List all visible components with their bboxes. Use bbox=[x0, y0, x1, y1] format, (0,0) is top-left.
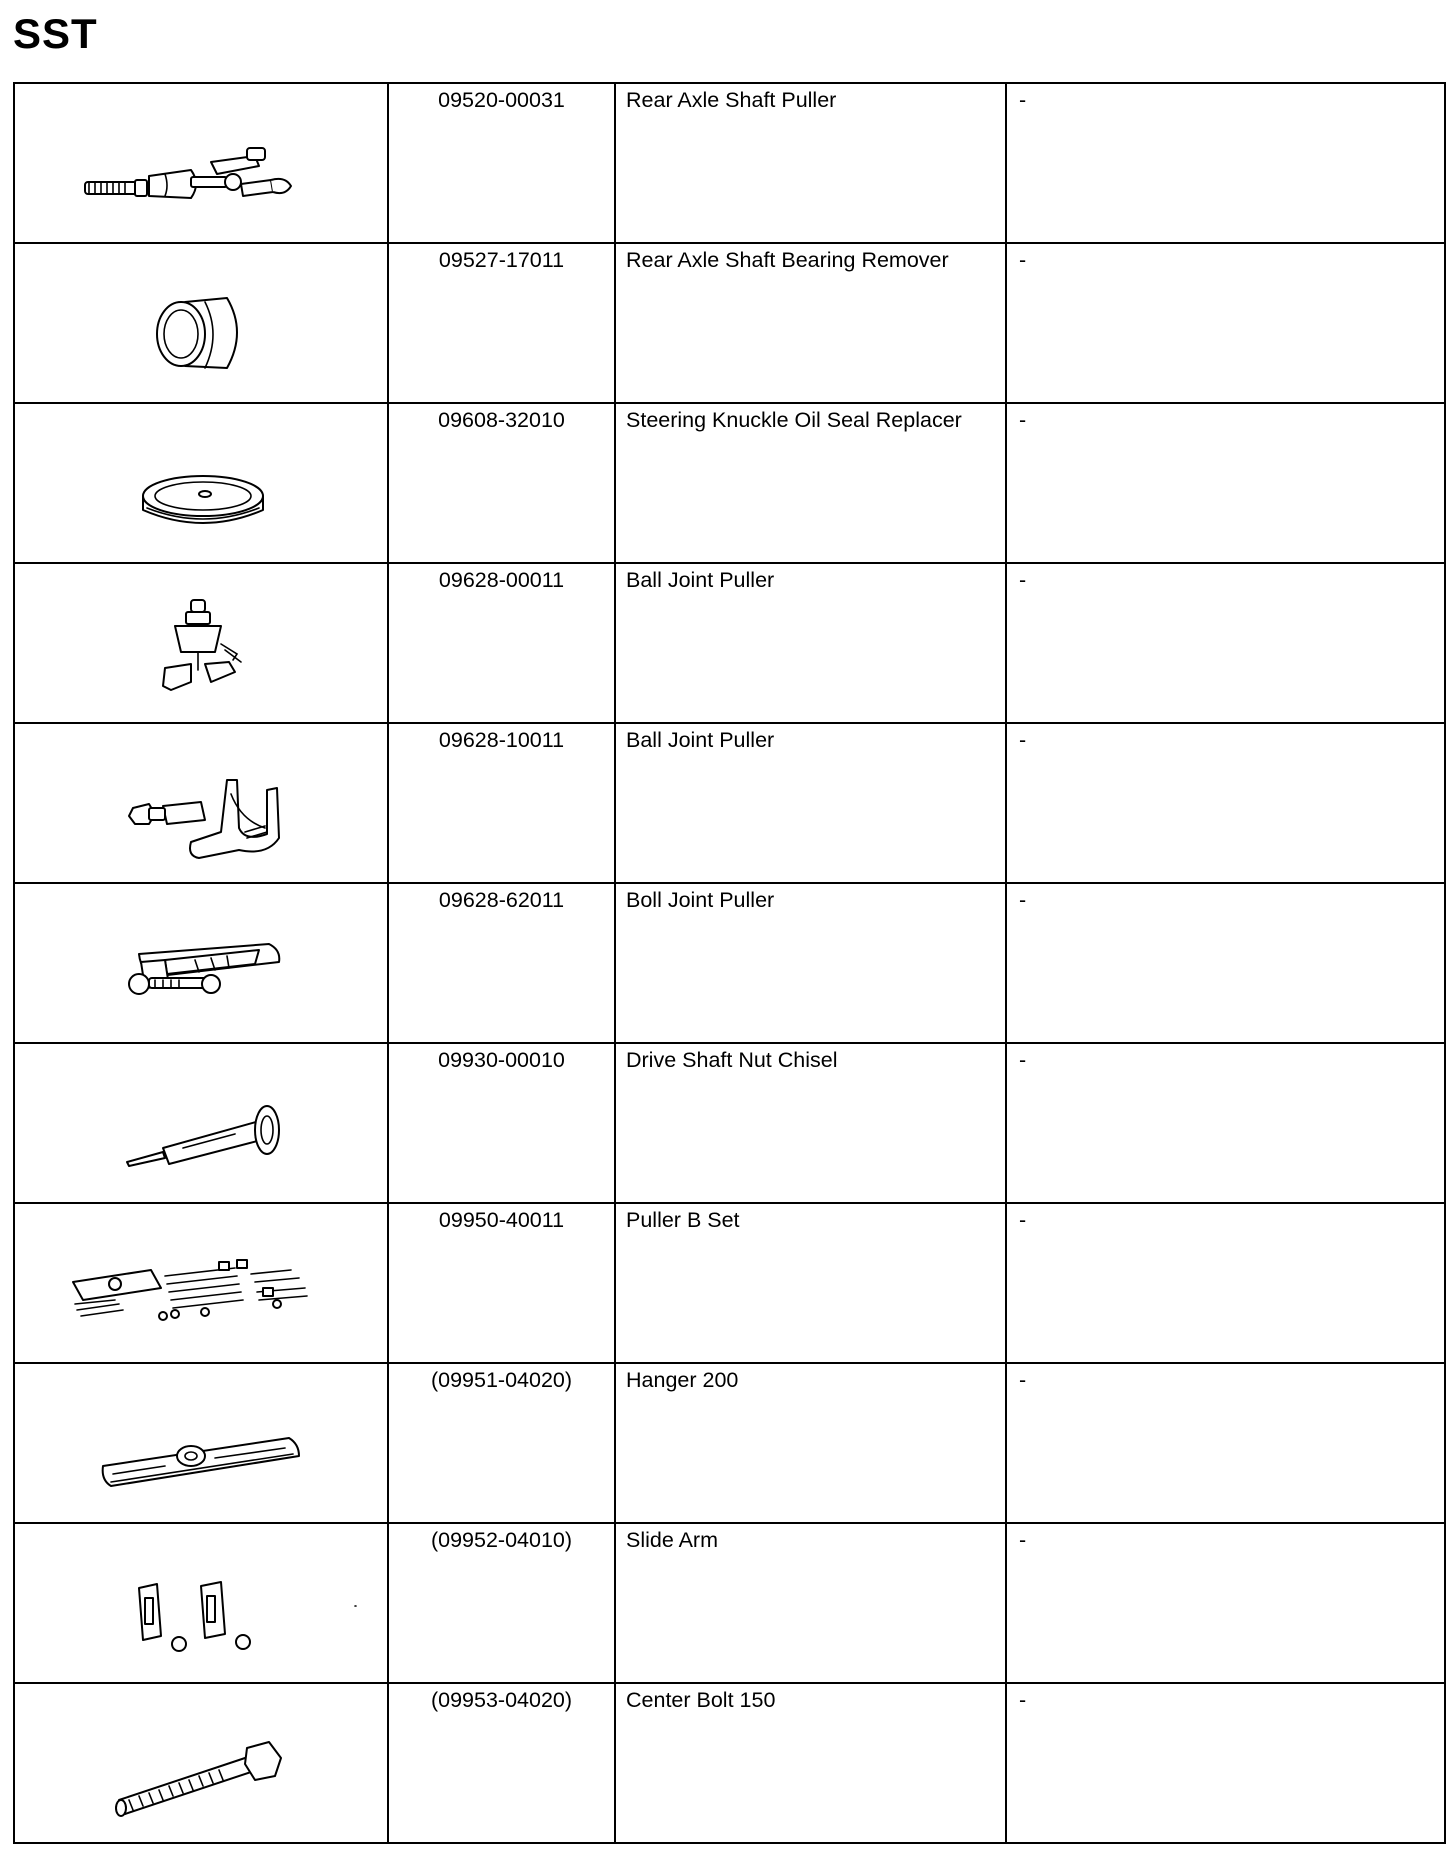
part-number-cell bbox=[388, 563, 615, 723]
table-row bbox=[14, 1523, 1445, 1683]
note: - bbox=[1019, 88, 1027, 112]
note: - bbox=[1019, 408, 1027, 432]
part-number-cell bbox=[388, 1683, 615, 1843]
part-number-cell bbox=[388, 1203, 615, 1363]
part-number: 09608-32010 bbox=[438, 408, 565, 432]
part-number: 09520-00031 bbox=[438, 88, 565, 112]
table-row bbox=[14, 883, 1445, 1043]
note-cell bbox=[1006, 883, 1445, 1043]
note-cell bbox=[1006, 83, 1445, 243]
tool-name: Boll Joint Puller bbox=[626, 888, 775, 912]
part-number-cell bbox=[388, 403, 615, 563]
note-cell bbox=[1006, 1523, 1445, 1683]
note: - bbox=[1019, 728, 1027, 752]
page-title: SST bbox=[13, 10, 98, 57]
table-row bbox=[14, 1363, 1445, 1523]
chisel-icon bbox=[15, 1044, 387, 1202]
part-number-cell bbox=[388, 1523, 615, 1683]
note-cell bbox=[1006, 1043, 1445, 1203]
note-cell bbox=[1006, 723, 1445, 883]
note-cell bbox=[1006, 563, 1445, 723]
rear-axle-shaft-puller-icon bbox=[15, 84, 387, 242]
table-row bbox=[14, 1043, 1445, 1203]
note: - bbox=[1019, 248, 1027, 272]
center-bolt-icon bbox=[15, 1684, 387, 1842]
tool-name-cell bbox=[615, 83, 1006, 243]
note: - bbox=[1019, 1048, 1027, 1072]
table-row bbox=[14, 563, 1445, 723]
tool-image-cell bbox=[14, 403, 388, 563]
tool-image-cell bbox=[14, 1203, 388, 1363]
part-number: 09930-00010 bbox=[438, 1048, 565, 1072]
tool-name-cell bbox=[615, 1523, 1006, 1683]
note: - bbox=[1019, 1528, 1027, 1552]
slide-arm-icon bbox=[15, 1524, 387, 1682]
tool-name: Rear Axle Shaft Bearing Remover bbox=[626, 248, 949, 272]
part-number: 09628-00011 bbox=[438, 568, 565, 592]
tool-name-cell bbox=[615, 403, 1006, 563]
c-clamp-puller-icon bbox=[15, 724, 387, 882]
tool-image-cell bbox=[14, 243, 388, 403]
table-row bbox=[14, 1203, 1445, 1363]
table-row bbox=[14, 83, 1445, 243]
tool-name: Rear Axle Shaft Puller bbox=[626, 88, 837, 112]
part-number: (09951-04020) bbox=[430, 1368, 573, 1392]
part-number: (09953-04020) bbox=[430, 1688, 573, 1712]
tool-name: Slide Arm bbox=[626, 1528, 719, 1552]
tool-image-cell bbox=[14, 83, 388, 243]
part-number-cell bbox=[388, 243, 615, 403]
tool-name: Center Bolt 150 bbox=[626, 1688, 776, 1712]
tool-name-cell bbox=[615, 1043, 1006, 1203]
tool-name-cell bbox=[615, 883, 1006, 1043]
note-cell bbox=[1006, 1363, 1445, 1523]
note-cell bbox=[1006, 1683, 1445, 1843]
tool-name: Drive Shaft Nut Chisel bbox=[626, 1048, 838, 1072]
tool-image-cell bbox=[14, 883, 388, 1043]
oil-seal-replacer-icon bbox=[15, 404, 387, 562]
tool-name-cell bbox=[615, 563, 1006, 723]
note-cell bbox=[1006, 1203, 1445, 1363]
note: - bbox=[1019, 1368, 1027, 1392]
tool-name: Ball Joint Puller bbox=[626, 568, 775, 592]
tool-name: Puller B Set bbox=[626, 1208, 740, 1232]
tool-name-cell bbox=[615, 243, 1006, 403]
tool-image-cell bbox=[14, 563, 388, 723]
tool-image-cell bbox=[14, 723, 388, 883]
note: - bbox=[1019, 1208, 1027, 1232]
note-cell bbox=[1006, 243, 1445, 403]
tool-image-cell bbox=[14, 1683, 388, 1843]
tool-name: Hanger 200 bbox=[626, 1368, 739, 1392]
part-number: 09950-40011 bbox=[438, 1208, 565, 1232]
part-number-cell bbox=[388, 83, 615, 243]
part-number-cell bbox=[388, 1363, 615, 1523]
note: - bbox=[1019, 568, 1027, 592]
table-row bbox=[14, 1683, 1445, 1843]
part-number-cell bbox=[388, 723, 615, 883]
part-number: 09628-10011 bbox=[438, 728, 565, 752]
table-row bbox=[14, 403, 1445, 563]
table-row bbox=[14, 723, 1445, 883]
boll-joint-puller-icon bbox=[15, 884, 387, 1042]
part-number-cell bbox=[388, 883, 615, 1043]
table-row bbox=[14, 243, 1445, 403]
tool-name-cell bbox=[615, 1203, 1006, 1363]
tool-name-cell bbox=[615, 723, 1006, 883]
note: - bbox=[1019, 1688, 1027, 1712]
note-cell bbox=[1006, 403, 1445, 563]
part-number: 09628-62011 bbox=[438, 888, 565, 912]
tool-name: Ball Joint Puller bbox=[626, 728, 775, 752]
hanger-icon bbox=[15, 1364, 387, 1522]
part-number-cell bbox=[388, 1043, 615, 1203]
puller-set-icon bbox=[15, 1204, 387, 1362]
bearing-remover-icon bbox=[15, 244, 387, 402]
tool-name-cell bbox=[615, 1363, 1006, 1523]
part-number: (09952-04010) bbox=[430, 1528, 573, 1552]
ball-joint-puller-icon bbox=[15, 564, 387, 722]
note: - bbox=[1019, 888, 1027, 912]
tool-name-cell bbox=[615, 1683, 1006, 1843]
tool-image-cell bbox=[14, 1363, 388, 1523]
part-number: 09527-17011 bbox=[438, 248, 565, 272]
tool-image-cell bbox=[14, 1523, 388, 1683]
sst-table bbox=[13, 82, 1446, 1844]
tool-image-cell bbox=[14, 1043, 388, 1203]
tool-name: Steering Knuckle Oil Seal Replacer bbox=[626, 408, 962, 432]
